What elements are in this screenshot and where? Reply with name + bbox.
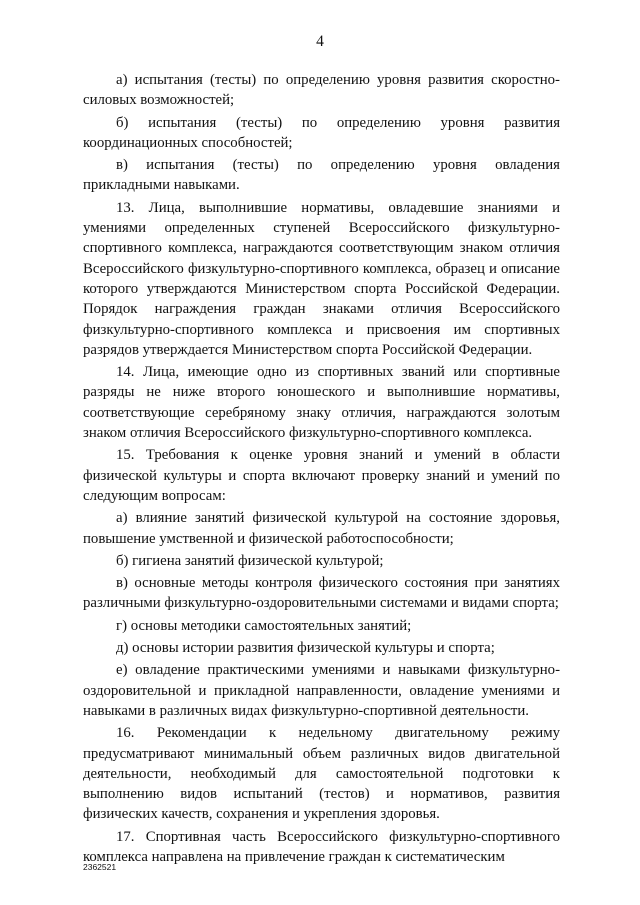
paragraph-15-knowledge-requirements: 15. Требования к оценке уровня знаний и умений в области физической культуры и спорта включают проверку знаний и умений по следующим вопросам:: [83, 447, 560, 504]
document-code: 2362521: [83, 862, 117, 872]
page-number: 4: [316, 33, 324, 50]
paragraph-item-v-control-methods: в) основные методы контроля физического состояния при занятиях различными физкультурно-оздоровительными системами и видами спорта;: [83, 575, 560, 612]
document-body: [83, 70, 560, 869]
paragraph-item-a-health-impact: а) влияние занятий физической культурой на состояние здоровья, повышение умственной и физической работоспособности;: [83, 510, 560, 547]
paragraph-item-v-applied-skills: в) испытания (тесты) по определению уровня овладения прикладными навыками.: [83, 157, 560, 194]
paragraph-item-e-practical-skills: е) овладение практическими умениями и навыками физкультурно-оздоровительной и прикладной направленности, овладение умениями и навыками в различных видах физкультурно-спортивной деятельности.: [83, 662, 560, 719]
paragraph-16-weekly-regime: 16. Рекомендации к недельному двигательному режиму предусматривают минимальный объем различных видов двигательной деятельности, необходимый для самостоятельной подготовки к выполнению видов испытаний (тестов) и нормативов, развития физических качеств, сохранения и укрепления здоровья.: [83, 725, 560, 823]
paragraph-14-gold-badge: 14. Лица, имеющие одно из спортивных званий или спортивные разряды не ниже второго юношеского и выполнившие нормативы, соответствующие серебряному знаку отличия, награждаются золотым знаком отличия Всероссийского физкультурно-спортивного комплекса.: [83, 364, 560, 442]
paragraph-item-b-coordination: б) испытания (тесты) по определению уровня развития координационных способностей;: [83, 114, 560, 151]
paragraph-item-g-self-training: г) основы методики самостоятельных занятий;: [116, 617, 412, 634]
paragraph-13-awards: 13. Лица, выполнившие нормативы, овладевшие знаниями и умениями определенных ступеней Всероссийского физкультурно-спортивного комплекса, награждаются соответствующим знаком отличия Всероссийского физкультурно-спортивного комплекса, образец и описание которого утверждаются Министерством спорта Российской Федерации. Порядок награждения граждан знаками отличия Всероссийского физкультурно-спортивного комплекса и присвоения им спортивных разрядов утверждается Министерством спорта Российской Федерации.: [83, 199, 560, 358]
paragraph-item-a-speed-strength: а) испытания (тесты) по определению уровня развития скоростно-силовых возможностей;: [83, 72, 560, 109]
paragraph-item-d-history: д) основы истории развития физической культуры и спорта;: [116, 640, 495, 657]
paragraph-item-b-hygiene: б) гигиена занятий физической культурой;: [116, 552, 384, 569]
paragraph-17-sport-part: 17. Спортивная часть Всероссийского физкультурно-спортивного комплекса направлена на привлечение граждан к систематическим: [83, 828, 560, 865]
